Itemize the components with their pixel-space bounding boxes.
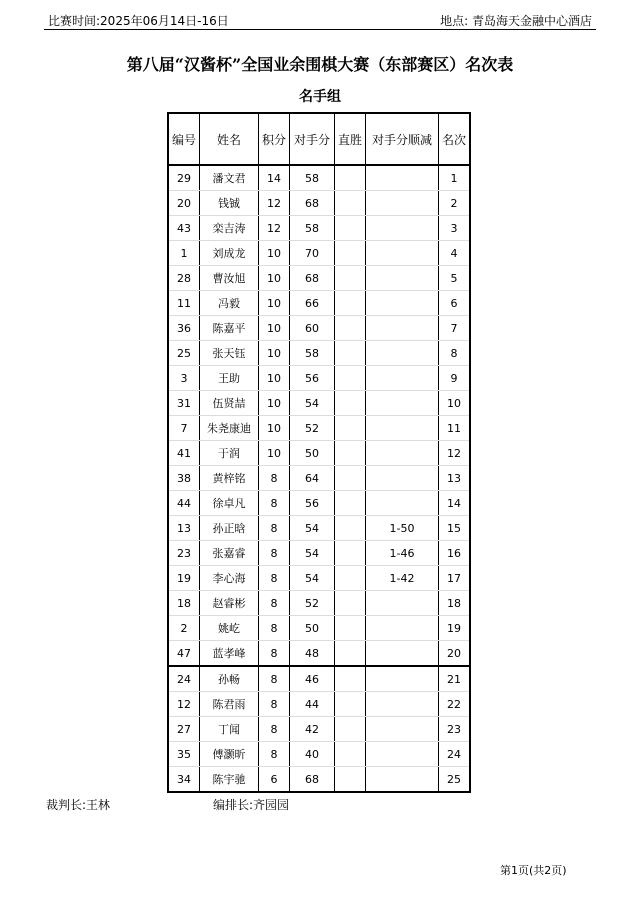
- column-header: 直胜: [335, 113, 366, 165]
- head-to-head-cell: [335, 441, 366, 466]
- opponent-score-reduction-cell: [366, 266, 439, 291]
- player-name-cell: 徐卓凡: [200, 491, 259, 516]
- page-title: 第八届“汉酱杯”全国业余围棋大赛（东部赛区）名次表: [126, 55, 514, 74]
- column-header: 名次: [439, 113, 471, 165]
- match-time: 比赛时间:2025年06月14日-16日: [48, 14, 229, 28]
- opponent-score-reduction-cell: [366, 291, 439, 316]
- rank-cell: 5: [439, 266, 471, 291]
- head-to-head-cell: [335, 516, 366, 541]
- column-header: 对手分顺减: [366, 113, 439, 165]
- points-cell: 10: [259, 391, 290, 416]
- opponent-score-cell: 68: [290, 266, 335, 291]
- points-cell: 8: [259, 692, 290, 717]
- head-to-head-cell: [335, 316, 366, 341]
- opponent-score-cell: 52: [290, 591, 335, 616]
- rank-cell: 19: [439, 616, 471, 641]
- opponent-score-reduction-cell: [366, 391, 439, 416]
- player-id-cell: 2: [168, 616, 200, 641]
- rank-cell: 21: [439, 666, 471, 692]
- head-to-head-cell: [335, 566, 366, 591]
- page-number: 第1页(共2页): [500, 864, 567, 877]
- points-cell: 8: [259, 742, 290, 767]
- table-row: [168, 416, 470, 441]
- match-location: 地点: 青岛海天金融中心酒店: [440, 14, 592, 28]
- points-cell: 14: [259, 165, 290, 191]
- opponent-score-cell: 68: [290, 767, 335, 793]
- points-cell: 10: [259, 291, 290, 316]
- head-to-head-cell: [335, 491, 366, 516]
- opponent-score-cell: 58: [290, 341, 335, 366]
- opponent-score-cell: 50: [290, 441, 335, 466]
- rank-cell: 8: [439, 341, 471, 366]
- opponent-score-cell: 58: [290, 216, 335, 241]
- opponent-score-cell: 56: [290, 491, 335, 516]
- player-name-cell: 陈嘉平: [200, 316, 259, 341]
- player-id-cell: 24: [168, 666, 200, 692]
- player-name-cell: 傅灏昕: [200, 742, 259, 767]
- player-id-cell: 12: [168, 692, 200, 717]
- player-name-cell: 姚屹: [200, 616, 259, 641]
- opponent-score-reduction-cell: [366, 216, 439, 241]
- head-to-head-cell: [335, 666, 366, 692]
- rank-cell: 23: [439, 717, 471, 742]
- arranger-label: 编排长:齐园园: [213, 798, 290, 812]
- table-row: [168, 391, 470, 416]
- rank-cell: 9: [439, 366, 471, 391]
- player-id-cell: 3: [168, 366, 200, 391]
- player-name-cell: 伍贤喆: [200, 391, 259, 416]
- player-name-cell: 孙正晗: [200, 516, 259, 541]
- head-to-head-cell: [335, 291, 366, 316]
- opponent-score-reduction-cell: [366, 191, 439, 216]
- opponent-score-cell: 64: [290, 466, 335, 491]
- rank-cell: 4: [439, 241, 471, 266]
- points-cell: 8: [259, 717, 290, 742]
- opponent-score-cell: 40: [290, 742, 335, 767]
- opponent-score-reduction-cell: [366, 165, 439, 191]
- group-subtitle: 名手组: [299, 89, 341, 105]
- head-to-head-cell: [335, 466, 366, 491]
- head-to-head-cell: [335, 641, 366, 667]
- player-id-cell: 7: [168, 416, 200, 441]
- head-to-head-cell: [335, 416, 366, 441]
- player-name-cell: 陈宇驰: [200, 767, 259, 793]
- column-header: 姓名: [200, 113, 259, 165]
- player-id-cell: 27: [168, 717, 200, 742]
- player-id-cell: 43: [168, 216, 200, 241]
- rank-cell: 2: [439, 191, 471, 216]
- player-id-cell: 23: [168, 541, 200, 566]
- column-header: 编号: [168, 113, 200, 165]
- player-id-cell: 36: [168, 316, 200, 341]
- player-name-cell: 黄梓铭: [200, 466, 259, 491]
- table-header-row: [168, 113, 470, 165]
- player-id-cell: 34: [168, 767, 200, 793]
- opponent-score-cell: 52: [290, 416, 335, 441]
- points-cell: 10: [259, 416, 290, 441]
- head-to-head-cell: [335, 241, 366, 266]
- opponent-score-cell: 54: [290, 566, 335, 591]
- head-to-head-cell: [335, 692, 366, 717]
- player-name-cell: 陈君雨: [200, 692, 259, 717]
- opponent-score-reduction-cell: [366, 666, 439, 692]
- table-row: [168, 717, 470, 742]
- head-to-head-cell: [335, 616, 366, 641]
- opponent-score-reduction-cell: [366, 591, 439, 616]
- opponent-score-reduction-cell: 1-42: [366, 566, 439, 591]
- points-cell: 8: [259, 666, 290, 692]
- head-to-head-cell: [335, 366, 366, 391]
- table-row: [168, 591, 470, 616]
- player-id-cell: 38: [168, 466, 200, 491]
- rank-cell: 24: [439, 742, 471, 767]
- opponent-score-cell: 70: [290, 241, 335, 266]
- points-cell: 8: [259, 516, 290, 541]
- table-row: [168, 165, 470, 191]
- opponent-score-reduction-cell: [366, 616, 439, 641]
- rank-cell: 10: [439, 391, 471, 416]
- head-to-head-cell: [335, 541, 366, 566]
- rank-cell: 20: [439, 641, 471, 667]
- opponent-score-reduction-cell: [366, 366, 439, 391]
- table-row: [168, 767, 470, 793]
- player-name-cell: 栾吉涛: [200, 216, 259, 241]
- points-cell: 8: [259, 466, 290, 491]
- head-to-head-cell: [335, 191, 366, 216]
- opponent-score-cell: 44: [290, 692, 335, 717]
- opponent-score-cell: 42: [290, 717, 335, 742]
- rank-cell: 17: [439, 566, 471, 591]
- points-cell: 10: [259, 241, 290, 266]
- opponent-score-reduction-cell: [366, 692, 439, 717]
- rank-cell: 25: [439, 767, 471, 793]
- player-name-cell: 王助: [200, 366, 259, 391]
- table-row: [168, 216, 470, 241]
- player-name-cell: 蓝孝峰: [200, 641, 259, 667]
- head-to-head-cell: [335, 165, 366, 191]
- points-cell: 8: [259, 591, 290, 616]
- head-to-head-cell: [335, 717, 366, 742]
- head-to-head-cell: [335, 391, 366, 416]
- points-cell: 8: [259, 616, 290, 641]
- table-row: [168, 441, 470, 466]
- opponent-score-cell: 54: [290, 391, 335, 416]
- opponent-score-reduction-cell: [366, 491, 439, 516]
- header-divider: [44, 29, 596, 30]
- opponent-score-cell: 58: [290, 165, 335, 191]
- rank-cell: 1: [439, 165, 471, 191]
- player-id-cell: 31: [168, 391, 200, 416]
- points-cell: 8: [259, 566, 290, 591]
- player-name-cell: 朱尧康迪: [200, 416, 259, 441]
- opponent-score-cell: 54: [290, 516, 335, 541]
- table-row: [168, 566, 470, 591]
- player-id-cell: 25: [168, 341, 200, 366]
- table-row: [168, 541, 470, 566]
- column-header: 对手分: [290, 113, 335, 165]
- rank-cell: 11: [439, 416, 471, 441]
- rank-cell: 16: [439, 541, 471, 566]
- player-name-cell: 孙畅: [200, 666, 259, 692]
- standings-table: [167, 112, 471, 793]
- opponent-score-reduction-cell: [366, 416, 439, 441]
- player-id-cell: 20: [168, 191, 200, 216]
- points-cell: 10: [259, 366, 290, 391]
- player-id-cell: 11: [168, 291, 200, 316]
- opponent-score-reduction-cell: [366, 441, 439, 466]
- head-to-head-cell: [335, 767, 366, 793]
- player-name-cell: 冯毅: [200, 291, 259, 316]
- table-row: [168, 516, 470, 541]
- opponent-score-cell: 60: [290, 316, 335, 341]
- opponent-score-reduction-cell: [366, 341, 439, 366]
- player-name-cell: 张嘉睿: [200, 541, 259, 566]
- opponent-score-cell: 46: [290, 666, 335, 692]
- table-row: [168, 666, 470, 692]
- player-id-cell: 18: [168, 591, 200, 616]
- player-id-cell: 29: [168, 165, 200, 191]
- table-row: [168, 341, 470, 366]
- opponent-score-reduction-cell: [366, 742, 439, 767]
- player-name-cell: 李心海: [200, 566, 259, 591]
- rank-cell: 7: [439, 316, 471, 341]
- player-id-cell: 35: [168, 742, 200, 767]
- points-cell: 10: [259, 341, 290, 366]
- opponent-score-reduction-cell: [366, 641, 439, 667]
- head-to-head-cell: [335, 591, 366, 616]
- opponent-score-cell: 48: [290, 641, 335, 667]
- player-id-cell: 13: [168, 516, 200, 541]
- player-name-cell: 丁闻: [200, 717, 259, 742]
- player-name-cell: 张天钰: [200, 341, 259, 366]
- opponent-score-reduction-cell: 1-46: [366, 541, 439, 566]
- head-to-head-cell: [335, 216, 366, 241]
- rank-cell: 22: [439, 692, 471, 717]
- rank-cell: 12: [439, 441, 471, 466]
- points-cell: 10: [259, 266, 290, 291]
- opponent-score-cell: 54: [290, 541, 335, 566]
- points-cell: 8: [259, 491, 290, 516]
- player-id-cell: 41: [168, 441, 200, 466]
- referee-label: 裁判长:王林: [46, 798, 111, 812]
- points-cell: 10: [259, 316, 290, 341]
- opponent-score-cell: 50: [290, 616, 335, 641]
- player-id-cell: 47: [168, 641, 200, 667]
- rank-cell: 3: [439, 216, 471, 241]
- player-id-cell: 28: [168, 266, 200, 291]
- table-row: [168, 616, 470, 641]
- player-id-cell: 44: [168, 491, 200, 516]
- opponent-score-reduction-cell: [366, 241, 439, 266]
- player-name-cell: 钱铖: [200, 191, 259, 216]
- points-cell: 12: [259, 191, 290, 216]
- opponent-score-cell: 56: [290, 366, 335, 391]
- opponent-score-reduction-cell: [366, 466, 439, 491]
- player-name-cell: 潘文君: [200, 165, 259, 191]
- table-row: [168, 291, 470, 316]
- player-id-cell: 19: [168, 566, 200, 591]
- player-name-cell: 曹汝旭: [200, 266, 259, 291]
- table-row: [168, 316, 470, 341]
- table-row: [168, 241, 470, 266]
- rank-cell: 18: [439, 591, 471, 616]
- rank-cell: 13: [439, 466, 471, 491]
- table-row: [168, 692, 470, 717]
- points-cell: 6: [259, 767, 290, 793]
- points-cell: 10: [259, 441, 290, 466]
- player-name-cell: 于润: [200, 441, 259, 466]
- head-to-head-cell: [335, 742, 366, 767]
- table-row: [168, 641, 470, 667]
- head-to-head-cell: [335, 266, 366, 291]
- rank-cell: 14: [439, 491, 471, 516]
- opponent-score-reduction-cell: [366, 316, 439, 341]
- head-to-head-cell: [335, 341, 366, 366]
- rank-cell: 6: [439, 291, 471, 316]
- table-row: [168, 191, 470, 216]
- table-row: [168, 491, 470, 516]
- points-cell: 8: [259, 641, 290, 667]
- table-row: [168, 466, 470, 491]
- rank-cell: 15: [439, 516, 471, 541]
- table-row: [168, 266, 470, 291]
- opponent-score-reduction-cell: [366, 717, 439, 742]
- points-cell: 12: [259, 216, 290, 241]
- points-cell: 8: [259, 541, 290, 566]
- player-id-cell: 1: [168, 241, 200, 266]
- table-row: [168, 742, 470, 767]
- opponent-score-reduction-cell: 1-50: [366, 516, 439, 541]
- opponent-score-cell: 68: [290, 191, 335, 216]
- player-name-cell: 刘成龙: [200, 241, 259, 266]
- table-row: [168, 366, 470, 391]
- opponent-score-reduction-cell: [366, 767, 439, 793]
- opponent-score-cell: 66: [290, 291, 335, 316]
- player-name-cell: 赵睿彬: [200, 591, 259, 616]
- column-header: 积分: [259, 113, 290, 165]
